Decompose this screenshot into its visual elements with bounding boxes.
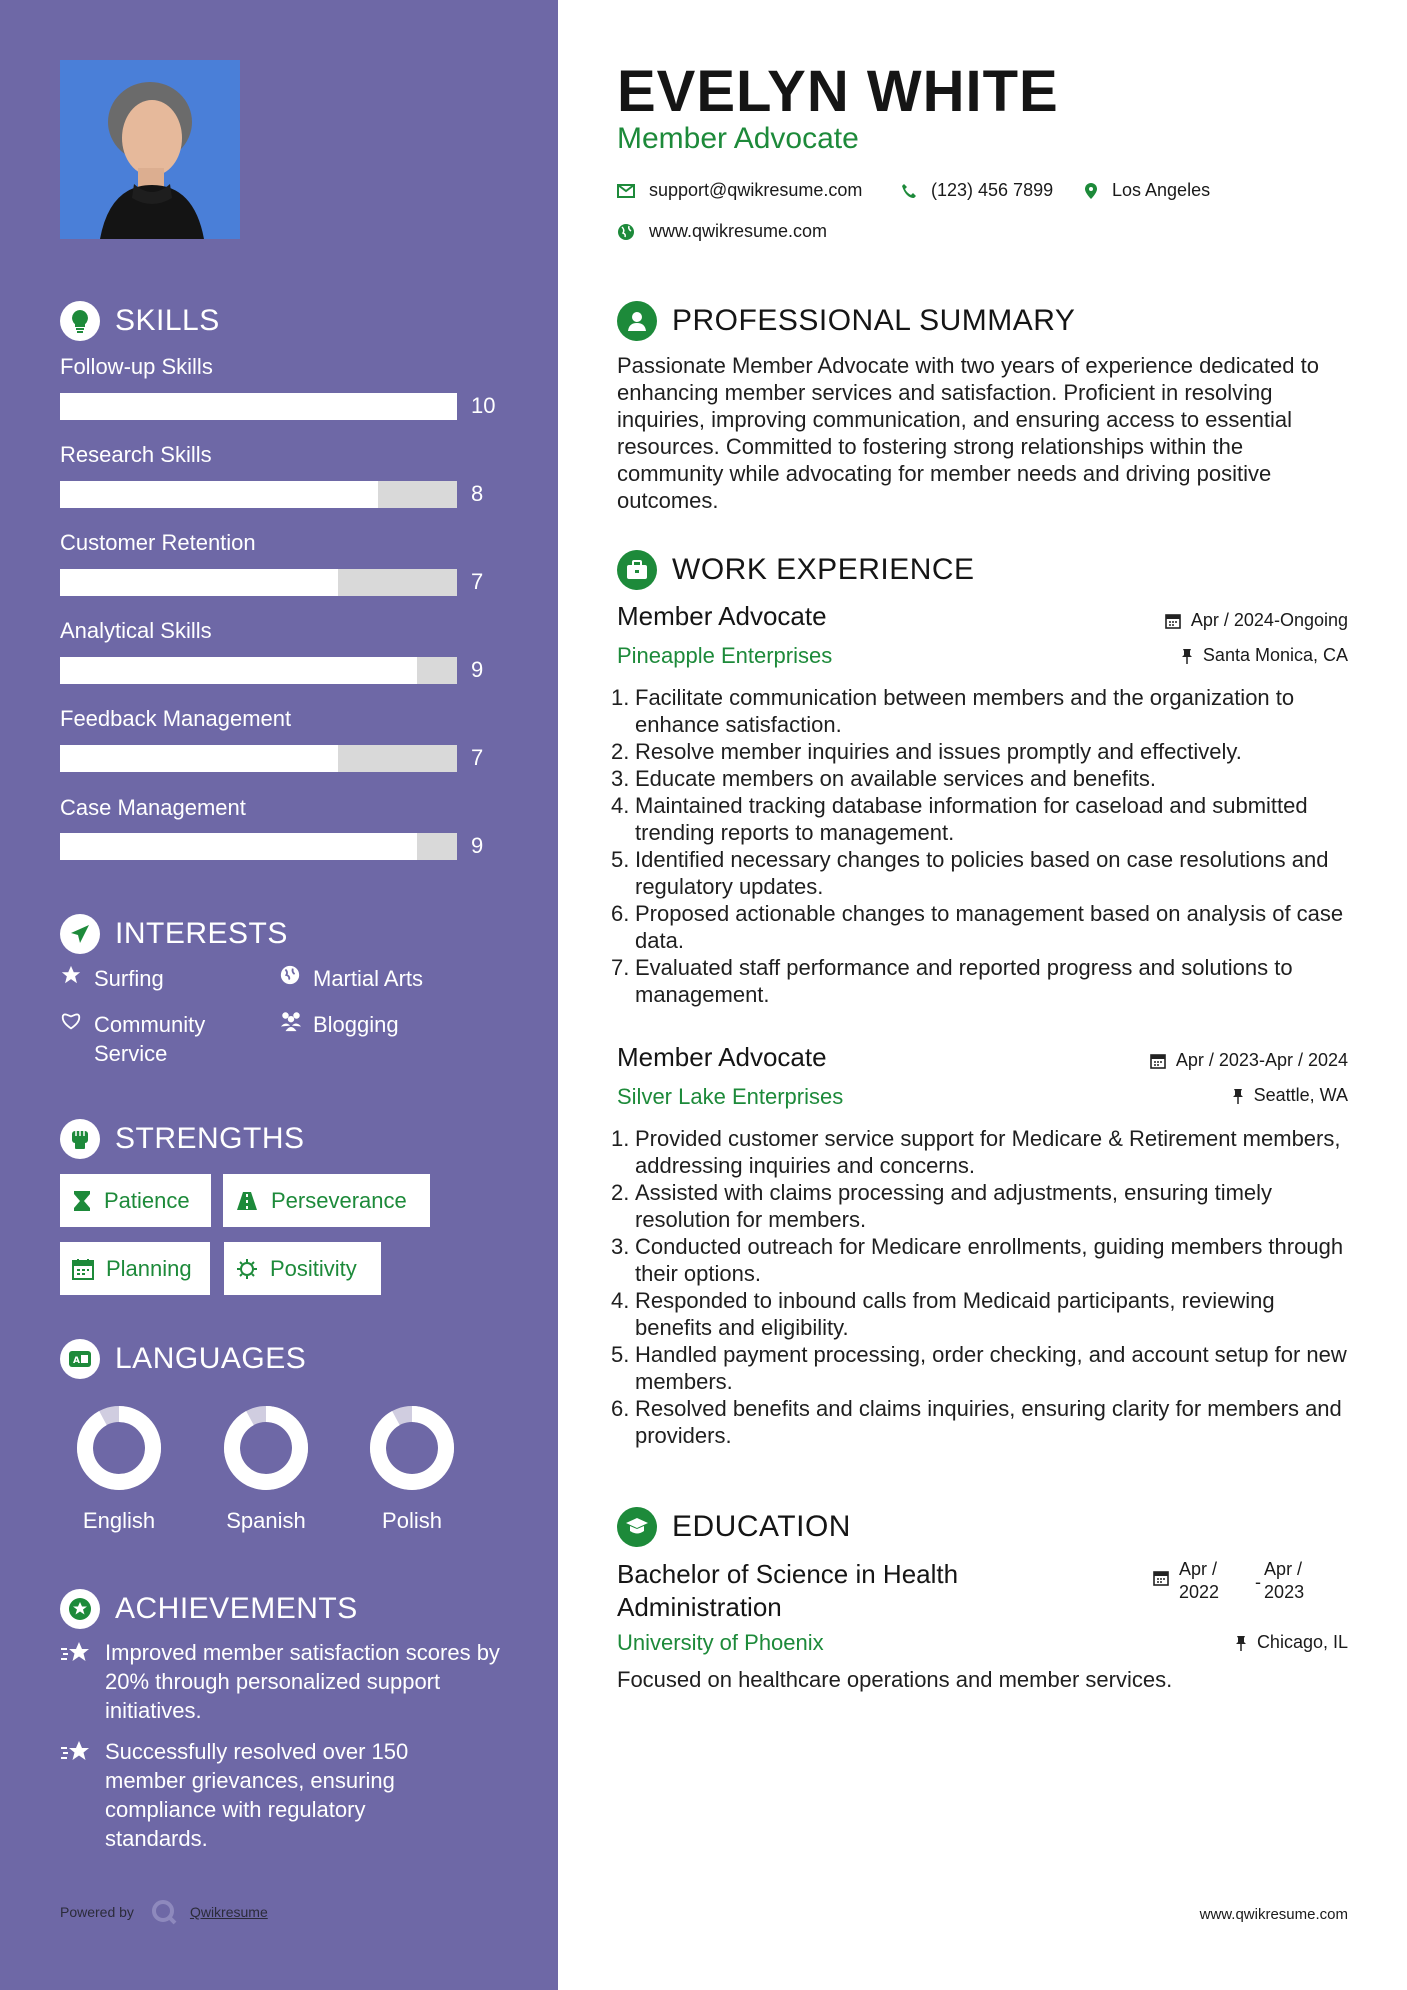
trophy-star-icon bbox=[60, 1737, 105, 1853]
language-ring-fill bbox=[85, 1414, 153, 1482]
skill-bar-fill bbox=[60, 569, 338, 596]
interest-item bbox=[279, 964, 423, 993]
skill-bar-fill bbox=[60, 393, 457, 420]
summary-title: PROFESSIONAL SUMMARY bbox=[672, 304, 1076, 337]
skill-bar bbox=[60, 657, 457, 684]
skill-bar-fill bbox=[60, 833, 417, 860]
degree-line: Administration bbox=[617, 1592, 782, 1622]
job-location bbox=[1181, 645, 1348, 666]
phone-text[interactable]: (123) 456 7899 bbox=[931, 180, 1054, 200]
skill-label: Analytical Skills bbox=[60, 618, 212, 643]
language-ring-fill bbox=[232, 1414, 300, 1482]
email-text[interactable]: support@qwikresume.com bbox=[649, 180, 863, 200]
skill-label: Follow-up Skills bbox=[60, 354, 213, 379]
skill-bar bbox=[60, 569, 457, 596]
globe-icon bbox=[617, 223, 635, 241]
map-pin-icon bbox=[1084, 182, 1098, 200]
strength-label: Positivity bbox=[270, 1255, 357, 1281]
date-separator: - bbox=[1255, 1572, 1262, 1592]
hourglass-icon bbox=[72, 1190, 92, 1212]
footer-url[interactable]: www.qwikresume.com bbox=[1199, 1906, 1348, 1923]
powered-by bbox=[60, 1898, 268, 1926]
interests-title: INTERESTS bbox=[115, 917, 288, 950]
list-item: 1. Facilitate communication between members and the organization to enhance satisfaction. bbox=[611, 685, 1295, 737]
hands-icon bbox=[60, 1010, 94, 1068]
powered-by-label: Powered by bbox=[60, 1904, 134, 1920]
contact-location bbox=[1084, 180, 1210, 201]
job-company: Silver Lake Enterprises bbox=[617, 1084, 844, 1109]
language-ring bbox=[369, 1405, 455, 1491]
summary-heading bbox=[617, 301, 1075, 341]
road-icon bbox=[235, 1191, 259, 1211]
achievement-item bbox=[60, 1737, 440, 1853]
degree-line: Bachelor of Science in Health bbox=[617, 1559, 959, 1589]
education-location bbox=[1235, 1632, 1348, 1653]
pushpin-icon bbox=[1235, 1635, 1247, 1651]
list-item: 2. Resolve member inquiries and issues promptly and effectively. bbox=[611, 739, 1242, 764]
calendar-icon bbox=[1150, 1053, 1166, 1069]
briefcase-icon bbox=[617, 550, 657, 590]
star-badge-icon bbox=[60, 1589, 100, 1629]
skill-value: 7 bbox=[471, 745, 484, 770]
job-location bbox=[1232, 1085, 1348, 1106]
pushpin-icon bbox=[1232, 1088, 1244, 1104]
strength-label: Perseverance bbox=[271, 1187, 407, 1213]
interest-label: Blogging bbox=[313, 1012, 399, 1037]
profile-photo bbox=[60, 60, 240, 239]
strength-tag bbox=[224, 1242, 381, 1295]
language-icon bbox=[60, 1339, 100, 1379]
job-duties-list bbox=[611, 684, 1352, 1008]
strength-tag bbox=[60, 1174, 211, 1227]
strength-tag bbox=[60, 1242, 210, 1295]
language-ring-fill bbox=[378, 1414, 446, 1482]
calendar-icon bbox=[1153, 1558, 1169, 1604]
star-icon bbox=[60, 964, 94, 993]
qwikresume-logo-icon bbox=[150, 1898, 178, 1926]
strength-tag bbox=[223, 1174, 430, 1227]
user-icon bbox=[617, 301, 657, 341]
list-item: 7. Evaluated staff performance and reported progress and solutions to management. bbox=[611, 955, 1293, 1007]
list-item: 4. Responded to inbound calls from Medicaid participants, reviewing benefits and eligibility. bbox=[611, 1288, 1275, 1340]
list-item: 6. Resolved benefits and claims inquiries, ensuring clarity for members and providers. bbox=[611, 1396, 1342, 1448]
graduation-cap-icon bbox=[617, 1507, 657, 1547]
experience-title: WORK EXPERIENCE bbox=[672, 553, 975, 586]
interest-label: Martial Arts bbox=[313, 966, 424, 991]
languages-title: LANGUAGES bbox=[115, 1342, 307, 1375]
phone-icon bbox=[901, 183, 917, 199]
skill-bar bbox=[60, 833, 457, 860]
strengths-title: STRENGTHS bbox=[115, 1122, 305, 1155]
education-start: Apr / 2022 bbox=[1179, 1559, 1220, 1602]
envelope-icon bbox=[617, 184, 635, 198]
job-duties-list bbox=[611, 1125, 1352, 1449]
list-item: 5. Identified necessary changes to policies based on case resolutions and regulatory updates. bbox=[611, 847, 1329, 899]
job-location-text: Santa Monica, CA bbox=[1202, 645, 1348, 665]
skill-label: Research Skills bbox=[60, 442, 212, 467]
interest-label: Surfing bbox=[94, 966, 164, 991]
skill-value: 9 bbox=[471, 833, 484, 858]
job-location-text: Seattle, WA bbox=[1253, 1085, 1348, 1105]
trophy-star-icon bbox=[60, 1638, 105, 1725]
skill-value: 7 bbox=[471, 569, 484, 594]
sun-icon bbox=[236, 1258, 258, 1280]
paper-plane-icon bbox=[60, 914, 100, 954]
list-item: 2. Assisted with claims processing and adjustments, ensuring timely resolution for members. bbox=[611, 1180, 1273, 1232]
experience-heading bbox=[617, 550, 975, 590]
interest-label: Community Service bbox=[94, 1012, 206, 1066]
location-text: Los Angeles bbox=[1112, 180, 1211, 200]
language-label: Spanish bbox=[226, 1508, 306, 1533]
interests-heading bbox=[60, 914, 288, 954]
list-item: 1. Provided customer service support for Medicare & Retirement members, addressing inquiries and concerns. bbox=[611, 1126, 1341, 1178]
job-dates-text: Apr / 2024-Ongoing bbox=[1190, 610, 1348, 630]
language-label: Polish bbox=[382, 1508, 442, 1533]
achievements-title: ACHIEVEMENTS bbox=[115, 1592, 358, 1625]
language-ring bbox=[76, 1405, 162, 1491]
skill-value: 9 bbox=[471, 657, 484, 682]
candidate-role: Member Advocate bbox=[617, 122, 859, 155]
powered-by-brand-link[interactable]: Qwikresume bbox=[189, 1904, 268, 1920]
languages-heading bbox=[60, 1339, 306, 1379]
job-company: Pineapple Enterprises bbox=[617, 643, 833, 668]
skill-bar bbox=[60, 745, 457, 772]
achievement-text: Improved member satisfaction scores by 20% through personalized support initiatives. bbox=[105, 1640, 500, 1723]
skills-title: SKILLS bbox=[115, 304, 220, 337]
skill-bar-fill bbox=[60, 481, 378, 508]
strength-label: Planning bbox=[106, 1255, 192, 1281]
skill-value: 8 bbox=[471, 481, 484, 506]
job-dates bbox=[1165, 610, 1348, 631]
sidebar bbox=[0, 0, 558, 1990]
job-dates bbox=[1150, 1050, 1348, 1071]
candidate-name: EVELYN WHITE bbox=[617, 59, 1059, 124]
degree-title bbox=[617, 1558, 958, 1624]
skill-bar-fill bbox=[60, 745, 338, 772]
achievement-item bbox=[60, 1638, 500, 1725]
list-item: 3. Educate members on available services and benefits. bbox=[611, 766, 1156, 791]
education-end: Apr / 2023 bbox=[1264, 1559, 1305, 1602]
fist-icon bbox=[60, 1119, 100, 1159]
skill-bar bbox=[60, 393, 457, 420]
education-title: EDUCATION bbox=[672, 1510, 851, 1543]
achievements-heading bbox=[60, 1589, 358, 1629]
people-icon bbox=[279, 1010, 313, 1039]
skill-value: 10 bbox=[471, 393, 496, 418]
calendar-icon bbox=[1165, 613, 1181, 629]
interest-item bbox=[60, 1010, 240, 1068]
skills-heading bbox=[60, 301, 220, 341]
pushpin-icon bbox=[1181, 648, 1193, 664]
list-item: 4. Maintained tracking database information for caseload and submitted trending reports to management. bbox=[611, 793, 1308, 845]
contact-phone bbox=[901, 180, 1053, 201]
job-title: Member Advocate bbox=[617, 601, 827, 631]
globe-icon bbox=[279, 964, 313, 993]
school-name: University of Phoenix bbox=[617, 1630, 824, 1655]
strengths-heading bbox=[60, 1119, 305, 1159]
education-heading bbox=[617, 1507, 851, 1547]
skill-label: Feedback Management bbox=[60, 706, 292, 731]
achievement-text: Successfully resolved over 150 member grievances, ensuring compliance with regulatory standards. bbox=[105, 1739, 409, 1851]
summary-text: Passionate Member Advocate with two years of experience dedicated to enhancing member services and satisfaction. Proficient in resolving inquiries, improving communication, and ensuring access to essential resources. Committed to fostering strong relationships within the community while advocating for member needs and driving positive outcomes. bbox=[617, 353, 1319, 513]
lightbulb-icon bbox=[60, 301, 100, 341]
list-item: 5. Handled payment processing, order checking, and account setup for new members. bbox=[611, 1342, 1347, 1394]
education-location-text: Chicago, IL bbox=[1256, 1632, 1348, 1652]
education-description: Focused on healthcare operations and member services. bbox=[617, 1667, 1173, 1692]
skill-label: Case Management bbox=[60, 795, 246, 820]
website-text[interactable]: www.qwikresume.com bbox=[649, 221, 828, 241]
language-ring bbox=[223, 1405, 309, 1491]
language-label: English bbox=[82, 1508, 156, 1533]
job-dates-text: Apr / 2023-Apr / 2024 bbox=[1175, 1050, 1348, 1070]
list-item: 6. Proposed actionable changes to management based on analysis of case data. bbox=[611, 901, 1344, 953]
skill-bar bbox=[60, 481, 457, 508]
education-dates bbox=[1153, 1558, 1304, 1604]
contact-email bbox=[617, 180, 862, 201]
list-item: 3. Conducted outreach for Medicare enrollments, guiding members through their options. bbox=[611, 1234, 1344, 1286]
strength-label: Patience bbox=[104, 1187, 190, 1213]
job-title: Member Advocate bbox=[617, 1042, 827, 1072]
contact-website bbox=[617, 221, 827, 242]
interest-item bbox=[60, 964, 164, 993]
skill-bar-fill bbox=[60, 657, 417, 684]
skill-label: Customer Retention bbox=[60, 530, 256, 555]
portrait-image bbox=[60, 60, 240, 239]
calendar-icon bbox=[72, 1258, 94, 1280]
svg-text:A: A bbox=[73, 1356, 80, 1366]
interest-item bbox=[279, 1010, 399, 1039]
